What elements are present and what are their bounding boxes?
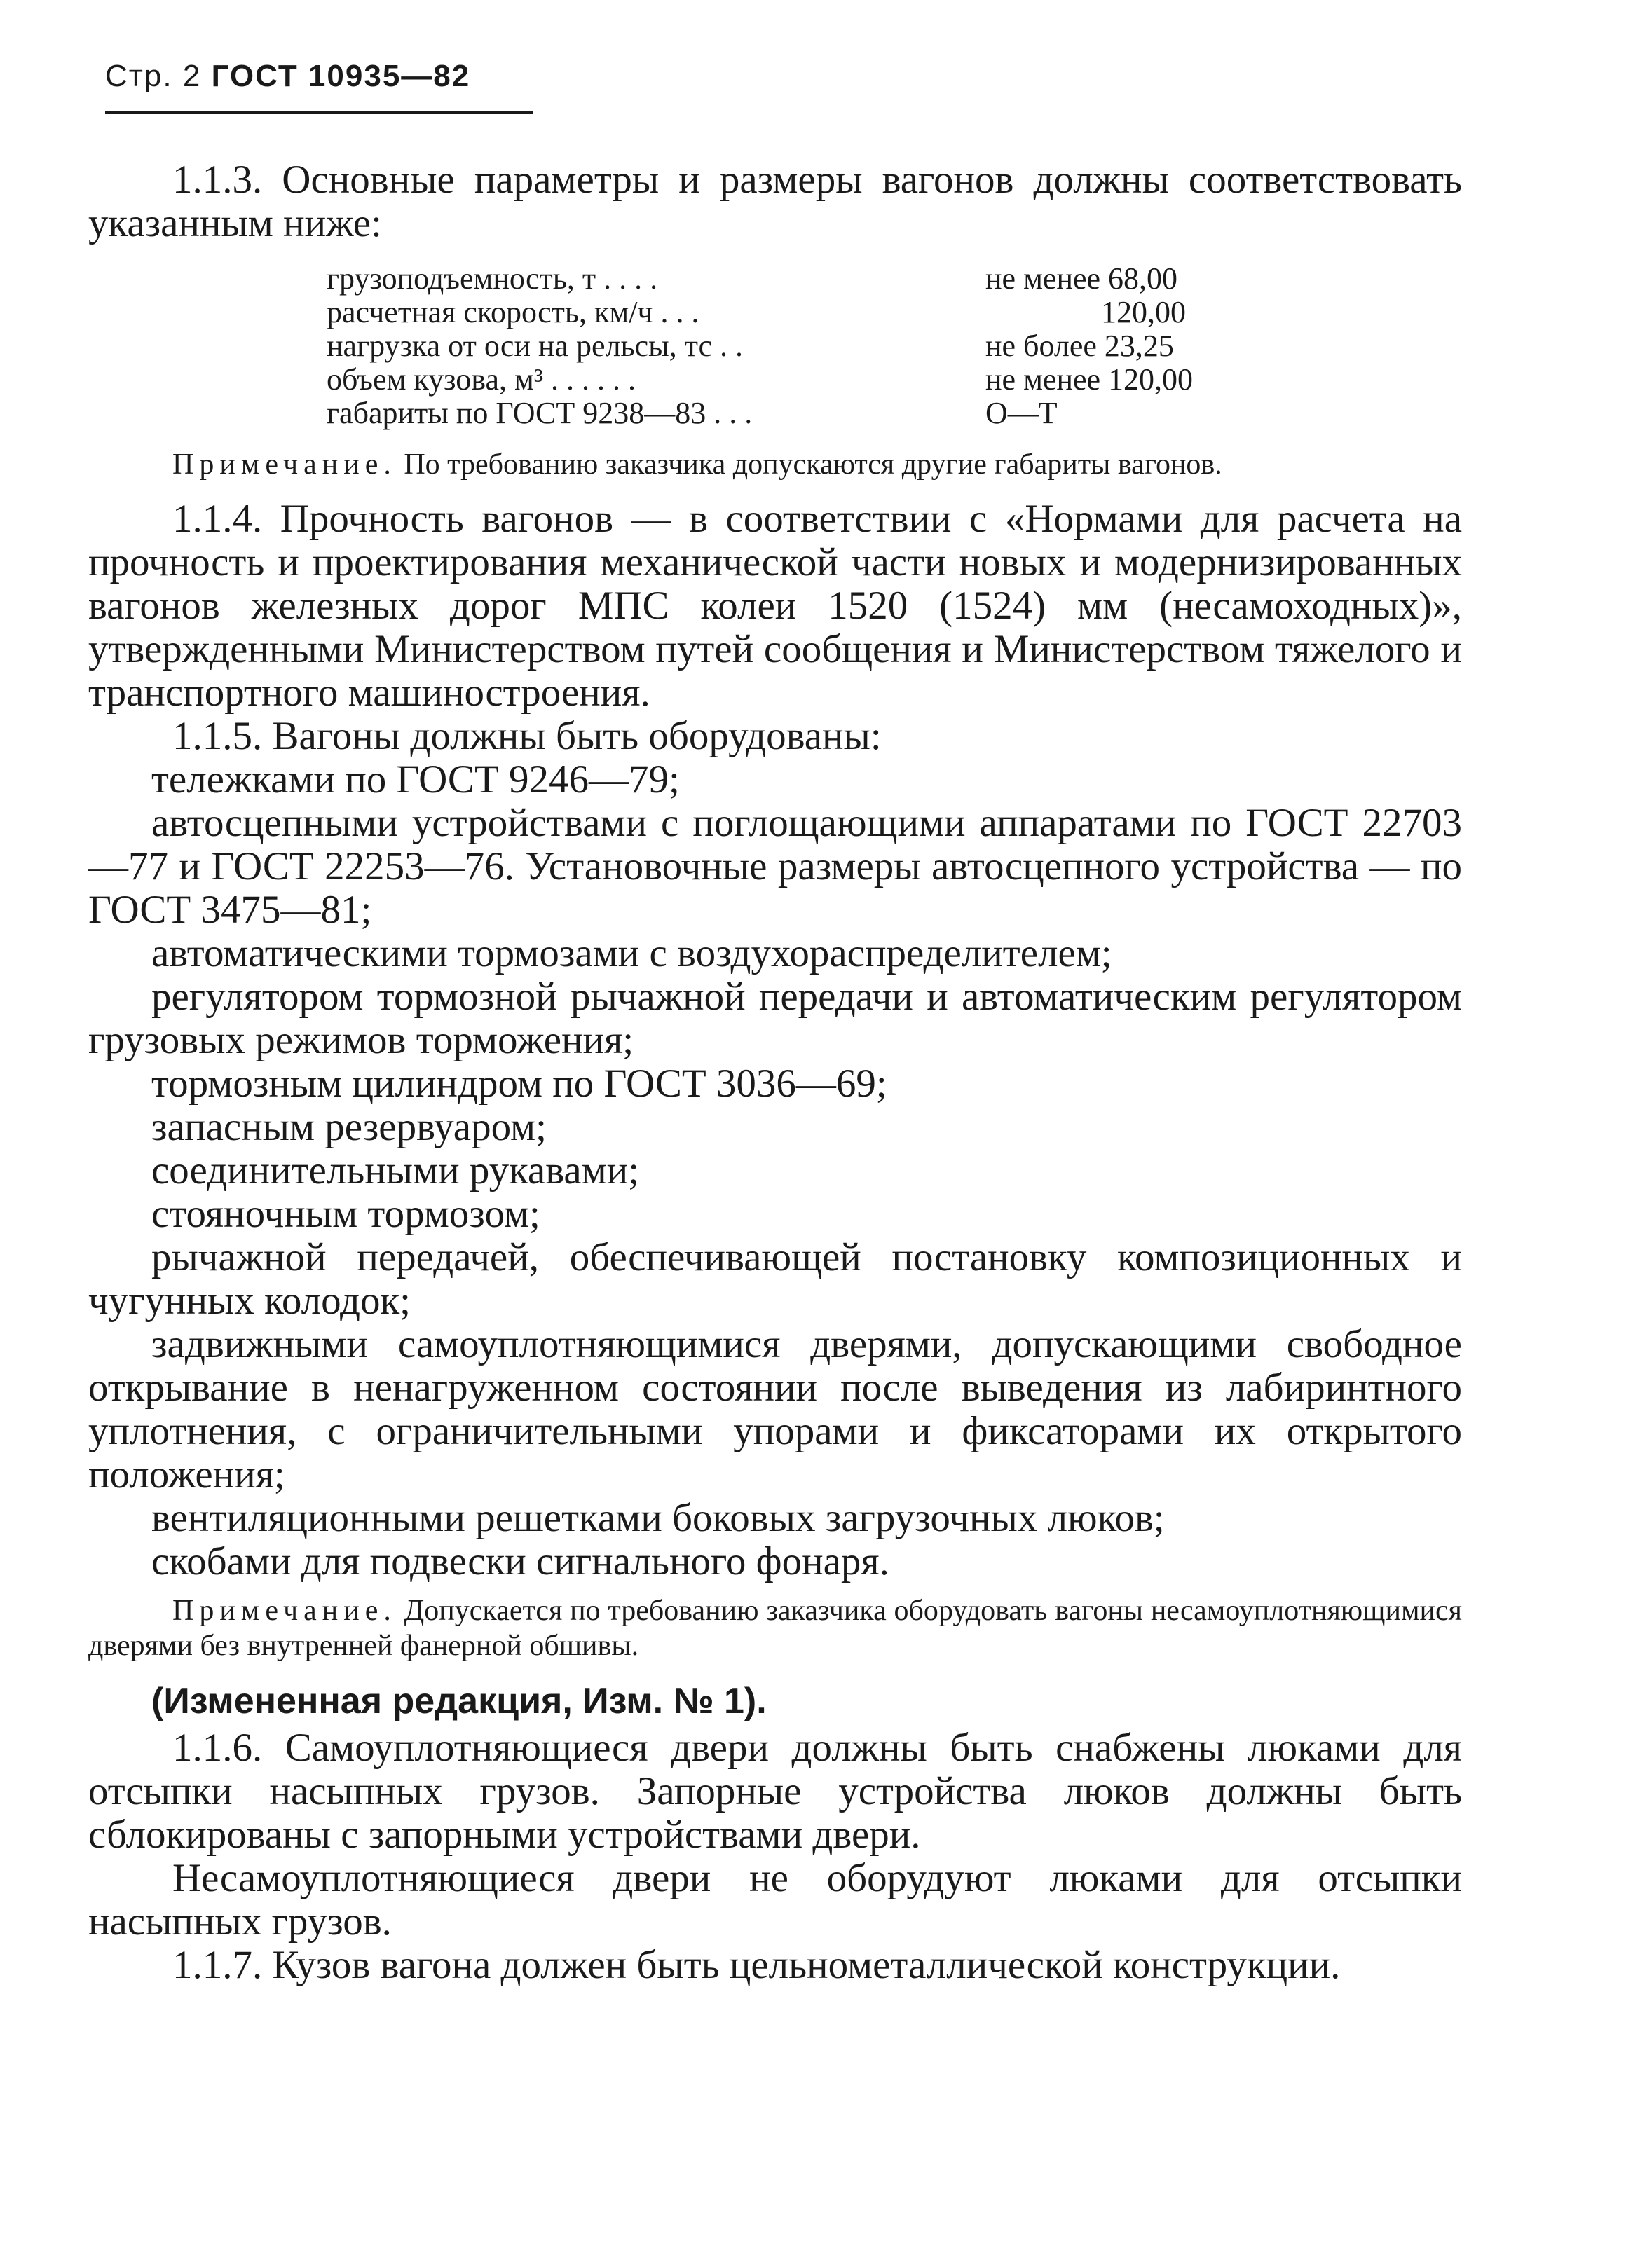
parameter-row [327, 329, 1462, 363]
standard-number: ГОСТ 10935—82 [211, 59, 471, 93]
page-header [105, 59, 470, 94]
note-text: По требованию заказчика допускаются другие габариты вагонов. [396, 448, 1222, 481]
parameter-value: не менее 68,00 [985, 261, 1178, 296]
parameter-value: не более 23,25 [985, 329, 1174, 363]
equipment-item: тележками по ГОСТ 9246—79; [151, 757, 680, 802]
header-rule [105, 111, 533, 114]
equipment-item: автосцепными устройствами с поглощающими аппаратами по ГОСТ 22703—77 и ГОСТ 22253—76. Установочные размеры автосцепного устройства — по ГОСТ 3475—81; [88, 801, 1462, 932]
parameter-row [327, 296, 1462, 329]
equipment-item: рычажной передачей, обеспечивающей постановку композиционных и чугунных колодок; [88, 1235, 1462, 1323]
equipment-item: вентиляционными решетками боковых загрузочных люков; [151, 1496, 1165, 1540]
note-text: Допускается по требованию заказчика оборудовать вагоны несамоуплотняющимися дверями без внутренней фанерной обшивы. [88, 1595, 1462, 1662]
parameter-label: габариты по ГОСТ 9238—83 . . . [327, 396, 753, 430]
equipment-item: стояночным тормозом; [151, 1192, 540, 1236]
document-body [88, 158, 1462, 1987]
equipment-item: скобами для подвески сигнального фонаря. [151, 1539, 889, 1583]
clause-1-1-7: 1.1.7. Кузов вагона должен быть цельнометаллической конструкции. [172, 1943, 1341, 1987]
note-1 [88, 447, 1462, 482]
clause-1-1-5: 1.1.5. Вагоны должны быть оборудованы: [172, 714, 882, 758]
clause-1-1-6-continued: Несамоуплотняющиеся двери не оборудуют люками для отсыпки насыпных грузов. [88, 1856, 1462, 1944]
parameter-row [327, 397, 1462, 430]
equipment-item: регулятором тормозной рычажной передачи и автоматическим регулятором грузовых режимов торможения; [88, 975, 1462, 1062]
parameter-row [327, 363, 1462, 397]
clause-1-1-6: 1.1.6. Самоуплотняющиеся двери должны быть снабжены люками для отсыпки насыпных грузов. Запорные устройства люков должны быть сблокированы с запорными устройствами двери. [88, 1726, 1462, 1857]
equipment-item: автоматическими тормозами с воздухораспределителем; [151, 931, 1112, 975]
amendment-note: (Измененная редакция, Изм. № 1). [151, 1681, 767, 1721]
parameter-label: грузоподъемность, т . . . . [327, 261, 658, 296]
equipment-item: запасным резервуаром; [151, 1105, 547, 1149]
clause-1-1-3: 1.1.3. Основные параметры и размеры вагонов должны соответствовать указанным ниже: [88, 158, 1462, 245]
note-title: Примечание. [172, 448, 397, 481]
note-2 [88, 1593, 1462, 1663]
equipment-item: соединительными рукавами; [151, 1148, 640, 1193]
parameter-row [327, 262, 1462, 296]
parameter-label: расчетная скорость, км/ч . . . [327, 295, 699, 329]
equipment-item: задвижными самоуплотняющимися дверями, допускающими свободное открывание в ненагруженном состоянии после выведения из лабиринтного уплотнения, с ограничительными упорами и фиксаторами их открытого положения; [88, 1322, 1462, 1497]
parameter-label: нагрузка от оси на рельсы, тс . . [327, 329, 743, 363]
parameters-list [327, 262, 1462, 430]
parameter-value: 120,00 [985, 295, 1186, 329]
parameter-value: не менее 120,00 [985, 362, 1194, 397]
parameter-label: объем кузова, м³ . . . . . . [327, 362, 636, 397]
note-title: Примечание. [172, 1595, 397, 1627]
parameter-value: О—Т [985, 396, 1058, 430]
page-number: Стр. 2 [105, 59, 202, 93]
equipment-item: тормозным цилиндром по ГОСТ 3036—69; [151, 1061, 887, 1106]
clause-1-1-4: 1.1.4. Прочность вагонов — в соответствии с «Нормами для расчета на прочность и проектирования механической части новых и модернизированных вагонов железных дорог МПС колеи 1520 (1524) мм (несамоходных)», утвержденными Министерством путей сообщения и Министерством тяжелого и транспортного машиностроения. [88, 497, 1462, 715]
